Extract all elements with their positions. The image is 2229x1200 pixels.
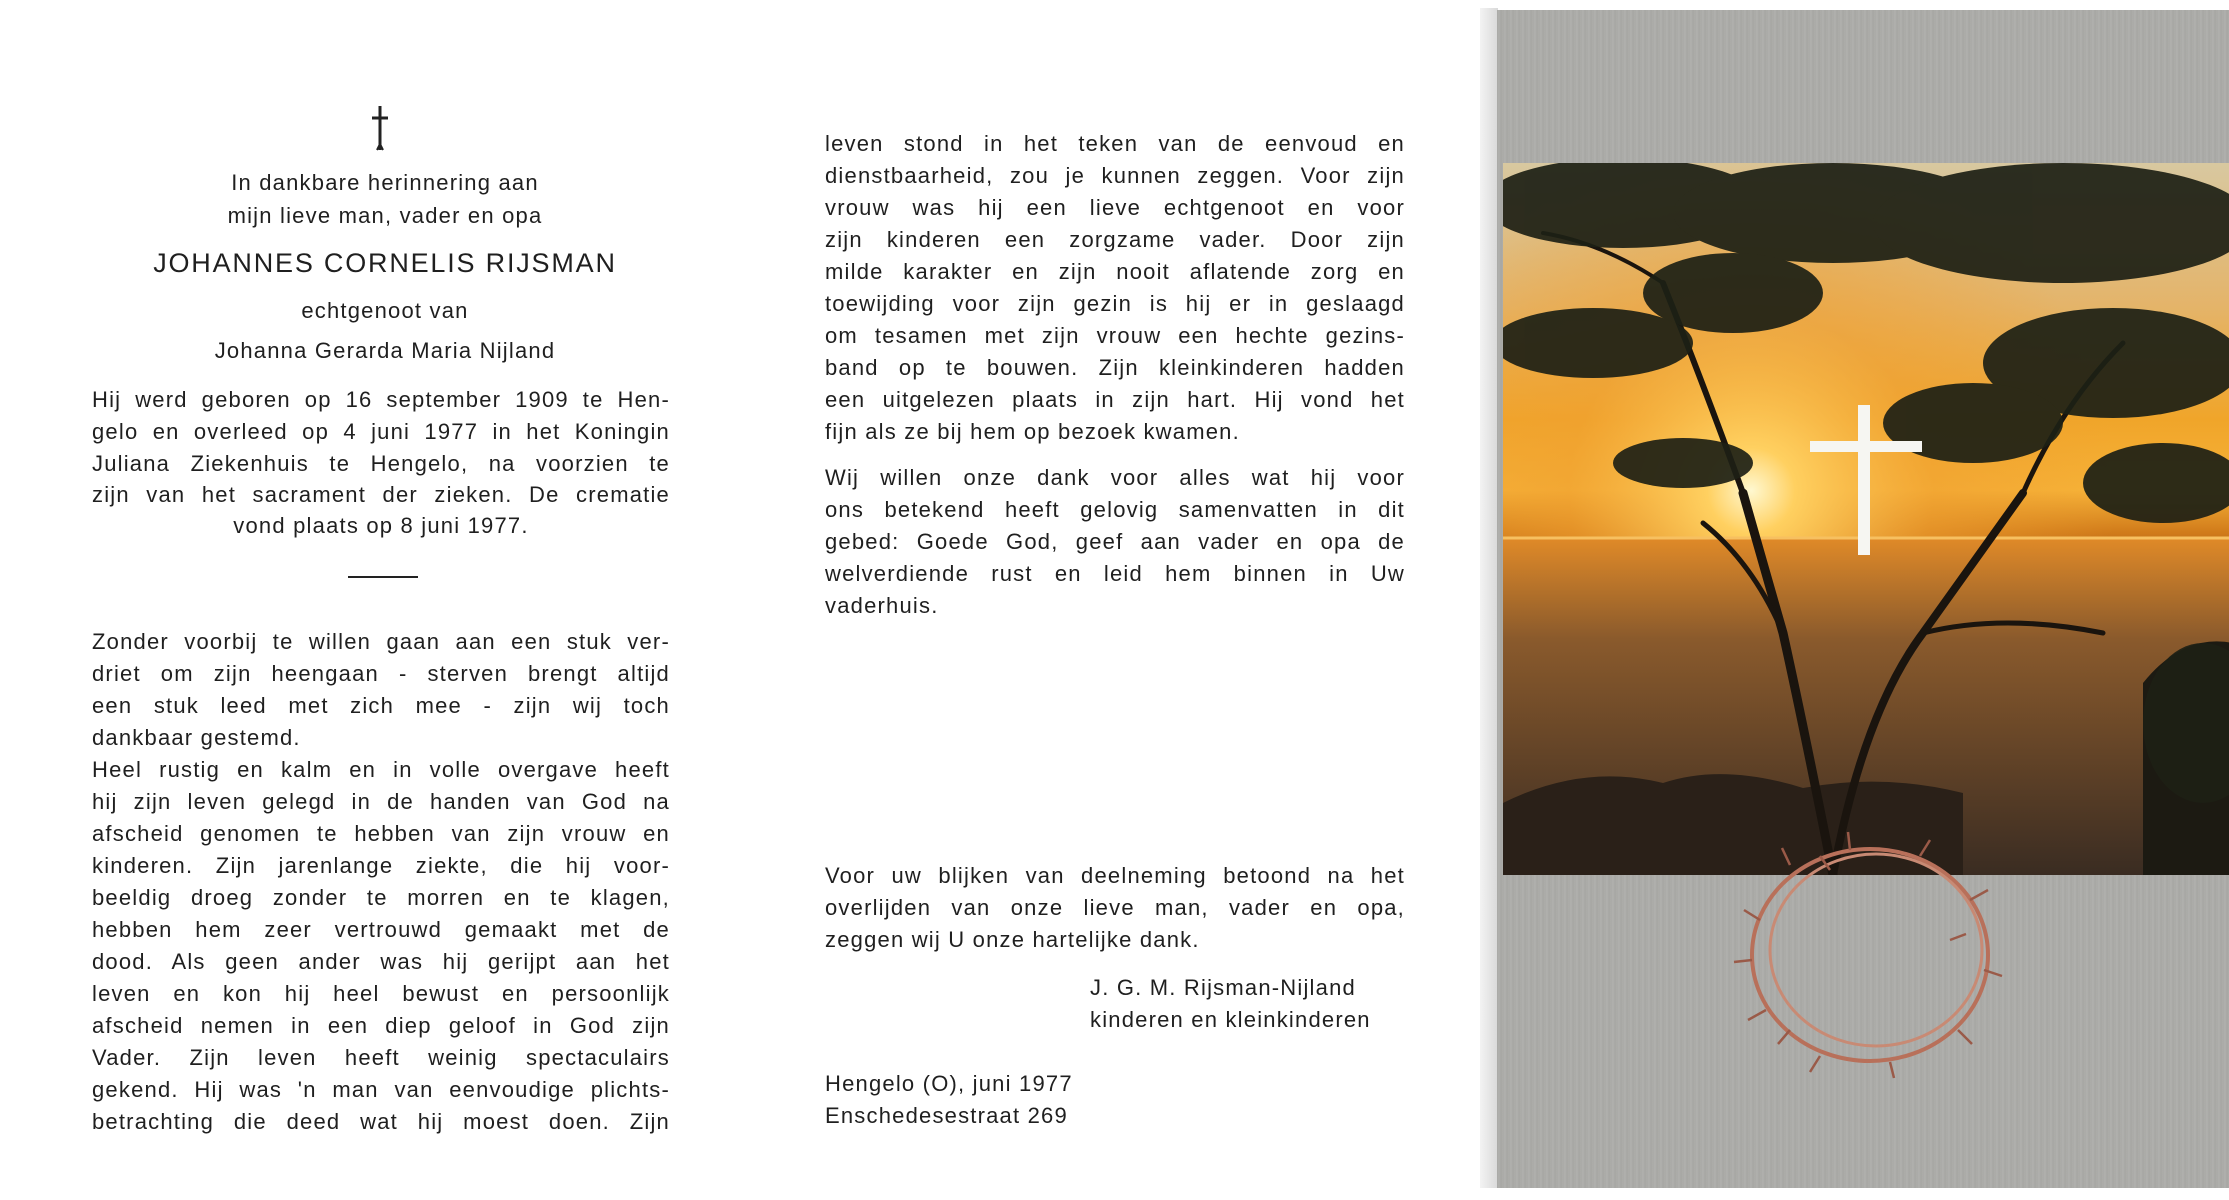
text-line: leven stond in het teken van de eenvoud en xyxy=(825,131,1405,156)
text-line: Voor uw blijken van deelneming betoond na het xyxy=(825,863,1405,888)
text-line: vrouw was hij een lieve echtgenoot en voor xyxy=(825,195,1405,220)
text-line: gebed: Goede God, geef aan vader en opa de xyxy=(825,529,1405,554)
text-line: driet om zijn heengaan - sterven brengt altijd xyxy=(92,661,670,686)
text-line: afscheid nemen in een diep geloof in God zijn xyxy=(92,1013,670,1038)
text-line: welverdiende rust en leid hem binnen in Uw xyxy=(825,561,1405,586)
signature-family: kinderen en kleinkinderen xyxy=(1090,1007,1371,1032)
text-line: Zonder voorbij te willen gaan aan een stuk ver- xyxy=(92,629,670,654)
bio-line: gelo en overleed op 4 juni 1977 in het Koningin xyxy=(92,419,670,444)
spouse-label: echtgenoot van xyxy=(301,298,469,323)
text-line: milde karakter en zijn nooit aflatende zorg en xyxy=(825,259,1405,284)
text-line: zijn kinderen een zorgzame vader. Door zijn xyxy=(825,227,1405,252)
bio-line: vond plaats op 8 juni 1977. xyxy=(233,513,529,538)
text-line: fijn als ze bij hem op bezoek kwamen. xyxy=(825,419,1240,444)
text-line: Heel rustig en kalm en in volle overgave heeft xyxy=(92,757,670,782)
text-line: betrachting die deed wat hij moest doen. Zijn xyxy=(92,1109,670,1134)
text-line: dankbaar gestemd. xyxy=(92,725,301,750)
cross-icon xyxy=(370,104,390,152)
text-line: hebben hem zeer vertrouwd gemaakt met de xyxy=(92,917,670,942)
text-line: een uitgelezen plaats in zijn hart. Hij vond het xyxy=(825,387,1405,412)
bio-line: zijn van het sacrament der zieken. De crematie xyxy=(92,482,670,507)
text-line: Vader. Zijn leven heeft weinig spectaculairs xyxy=(92,1045,670,1070)
bio-line: Hij werd geboren op 16 september 1909 te Hen- xyxy=(92,387,670,412)
crown-of-thorns-icon xyxy=(1730,830,2010,1080)
text-line: gekend. Hij was 'n man van eenvoudige plichts- xyxy=(92,1077,670,1102)
signature-name: J. G. M. Rijsman-Nijland xyxy=(1090,975,1356,1000)
divider-line xyxy=(348,576,418,578)
spouse-name: Johanna Gerarda Maria Nijland xyxy=(214,338,556,363)
text-line: kinderen. Zijn jarenlange ziekte, die hij voor- xyxy=(92,853,670,878)
text-line: vaderhuis. xyxy=(825,593,939,618)
intro-line-1: In dankbare herinnering aan xyxy=(231,170,539,195)
text-line: band op te bouwen. Zijn kleinkinderen hadden xyxy=(825,355,1405,380)
street-address: Enschedesestraat 269 xyxy=(825,1103,1068,1128)
card-fold xyxy=(1480,8,1498,1188)
text-line: zeggen wij U onze hartelijke dank. xyxy=(825,927,1200,952)
deceased-name: JOHANNES CORNELIS RIJSMAN xyxy=(153,248,617,278)
text-line: om tesamen met zijn vrouw een hechte gezins- xyxy=(825,323,1405,348)
left-panel xyxy=(0,0,780,1200)
cross-overlay-icon xyxy=(1810,405,1922,555)
text-line: ons betekend heeft gelovig samenvatten in dit xyxy=(825,497,1405,522)
text-line: hij zijn leven gelegd in de handen van God na xyxy=(92,789,670,814)
text-line: een stuk leed met zich mee - zijn wij toch xyxy=(92,693,670,718)
text-line: dood. Als geen ander was hij gerijpt aan het xyxy=(92,949,670,974)
place-date: Hengelo (O), juni 1977 xyxy=(825,1071,1073,1096)
text-line: afscheid genomen te hebben van zijn vrouw en xyxy=(92,821,670,846)
text-line: Wij willen onze dank voor alles wat hij voor xyxy=(825,465,1405,490)
middle-panel xyxy=(780,0,1480,1200)
text-line: toewijding voor zijn gezin is hij er in geslaagd xyxy=(825,291,1405,316)
text-line: beeldig droeg zonder te morren en te klagen, xyxy=(92,885,670,910)
bio-line: Juliana Ziekenhuis te Hengelo, na voorzien te xyxy=(92,451,670,476)
text-line: overlijden van onze lieve man, vader en opa, xyxy=(825,895,1405,920)
intro-line-2: mijn lieve man, vader en opa xyxy=(227,203,543,228)
text-line: leven en kon hij heel bewust en persoonlijk xyxy=(92,981,670,1006)
text-line: dienstbaarheid, zou je kunnen zeggen. Voor zijn xyxy=(825,163,1405,188)
